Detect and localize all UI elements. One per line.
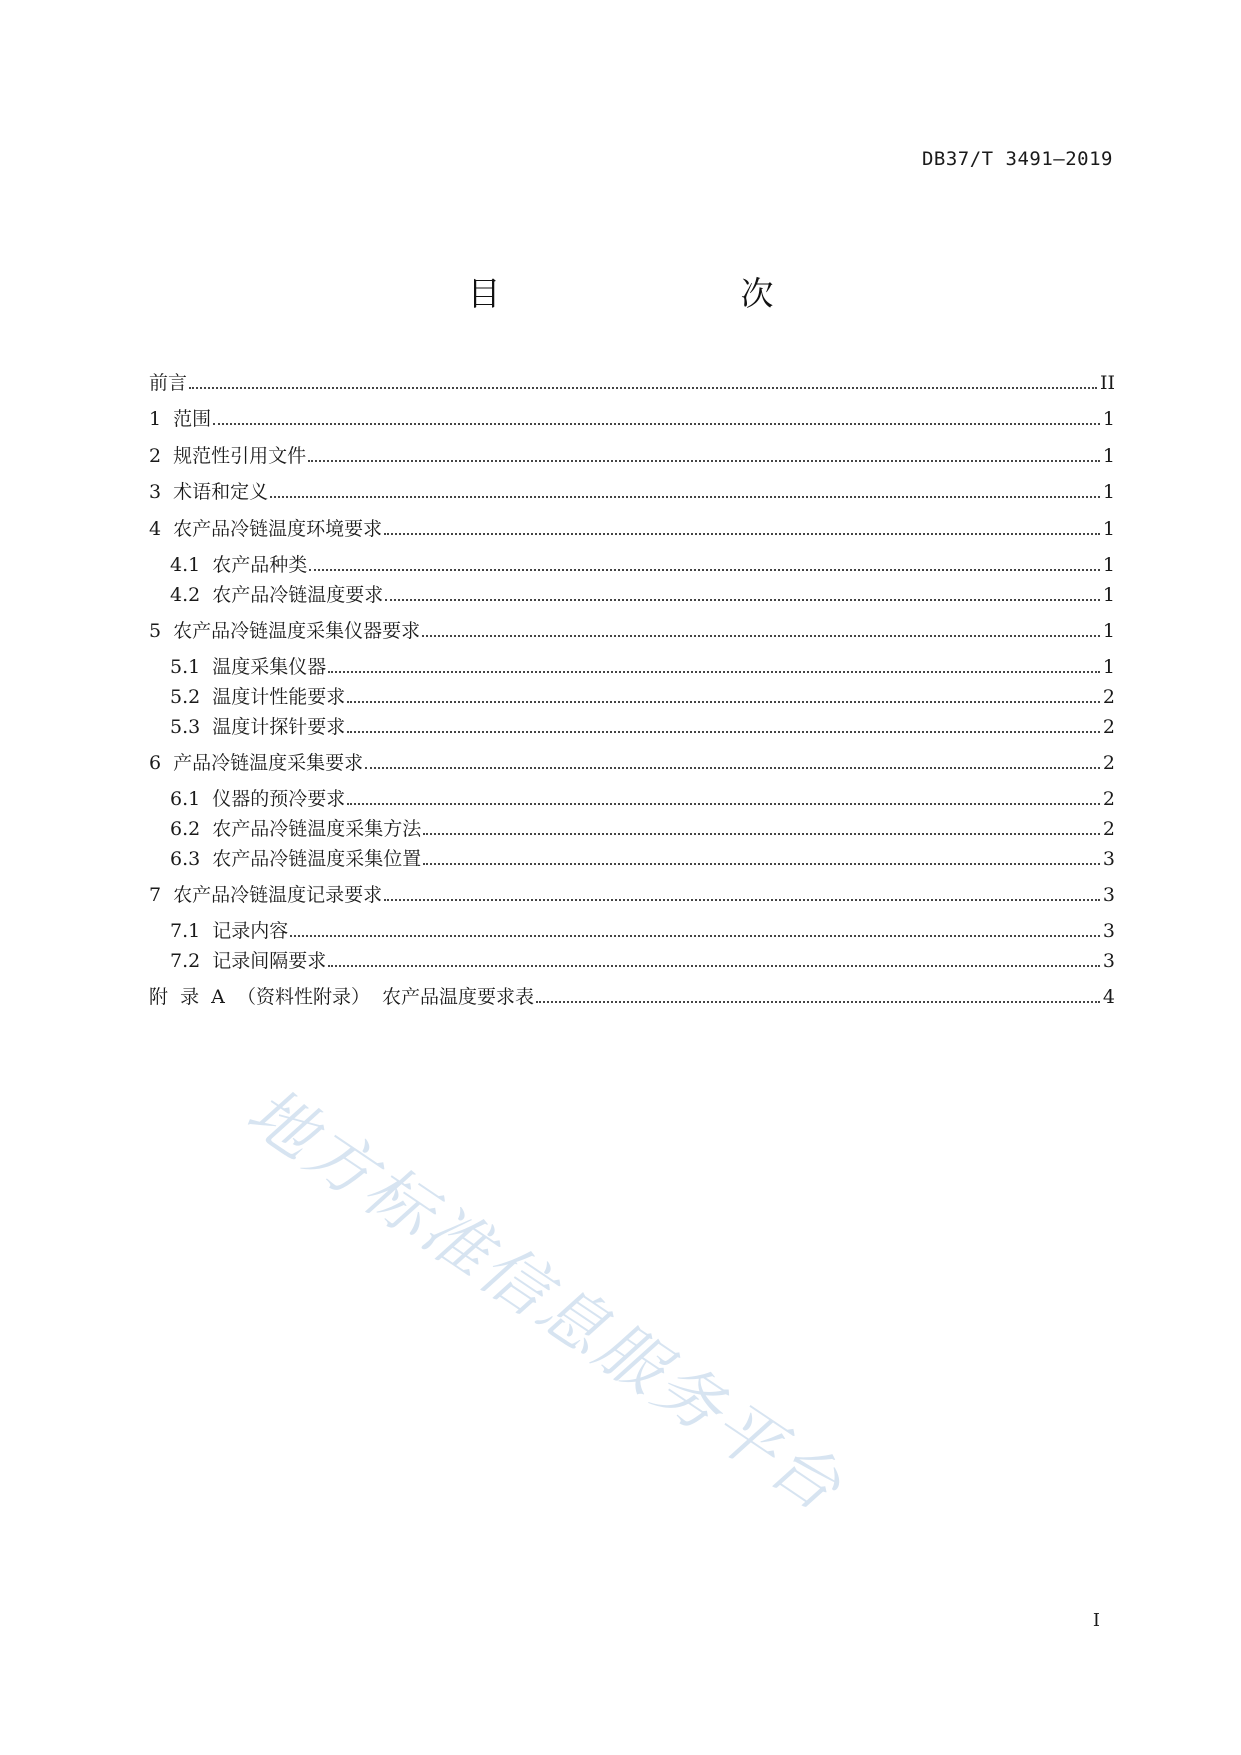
- toc-entry[interactable]: [149, 370, 1115, 396]
- toc-entry-label: 5 农产品冷链温度采集仪器要求: [149, 620, 421, 642]
- toc-entry-label: 5.1 温度采集仪器: [170, 656, 327, 678]
- toc-leader-dots: [536, 1001, 1100, 1003]
- toc-leader-dots: [423, 863, 1100, 865]
- toc-entry-label: 6.3 农产品冷链温度采集位置: [170, 848, 422, 870]
- toc-leader-dots: [308, 460, 1100, 462]
- toc-entry-page: 2: [1102, 686, 1115, 708]
- toc-subentry[interactable]: [170, 786, 1115, 812]
- toc-entry-label: 7.1 记录内容: [170, 920, 289, 942]
- toc-entry[interactable]: [149, 882, 1115, 908]
- toc-leader-dots: [270, 496, 1100, 498]
- toc-entry-page: 1: [1102, 445, 1115, 467]
- toc-entry-page: 3: [1102, 950, 1115, 972]
- toc-entry-page: 1: [1102, 518, 1115, 540]
- toc-entry-page: 1: [1102, 620, 1115, 642]
- toc-entry-label: 2 规范性引用文件: [149, 445, 307, 467]
- toc-leader-dots: [328, 671, 1100, 673]
- toc-entry-label: 7.2 记录间隔要求: [170, 950, 327, 972]
- toc-entry-page: 1: [1102, 656, 1115, 678]
- watermark-text: 地方标准信息服务平台: [233, 1072, 857, 1528]
- toc-entry[interactable]: [149, 516, 1115, 542]
- toc-entry-label: 4.2 农产品冷链温度要求: [170, 584, 384, 606]
- toc-entry-label: 附 录 A （资料性附录） 农产品温度要求表: [149, 986, 535, 1008]
- toc-subentry[interactable]: [170, 654, 1115, 680]
- page-title: 目 次: [467, 274, 832, 313]
- toc-entry-label: 6 产品冷链温度采集要求: [149, 752, 364, 774]
- toc-subentry[interactable]: [170, 552, 1115, 578]
- toc-leader-dots: [384, 533, 1100, 535]
- toc-entry-page: 2: [1102, 788, 1115, 810]
- toc-entry[interactable]: [149, 443, 1115, 469]
- toc-entry-page: 2: [1102, 716, 1115, 738]
- toc-entry-page: 1: [1102, 554, 1115, 576]
- toc-leader-dots: [347, 803, 1100, 805]
- toc-subentry[interactable]: [170, 846, 1115, 872]
- toc-entry-page: 3: [1102, 920, 1115, 942]
- toc-entry-page: 1: [1102, 481, 1115, 503]
- toc-leader-dots: [189, 387, 1097, 389]
- toc-entry[interactable]: [149, 750, 1115, 776]
- toc-leader-dots: [213, 423, 1100, 425]
- toc-leader-dots: [385, 599, 1100, 601]
- toc-entry-page: II: [1099, 372, 1115, 394]
- toc-entry-page: 1: [1102, 584, 1115, 606]
- toc-entry-label: 7 农产品冷链温度记录要求: [149, 884, 383, 906]
- toc-entry-label: 4 农产品冷链温度环境要求: [149, 518, 383, 540]
- toc-entry[interactable]: [149, 618, 1115, 644]
- toc-entry[interactable]: [149, 406, 1115, 432]
- toc-entry-label: 5.2 温度计性能要求: [170, 686, 346, 708]
- toc-entry-label: 前言: [149, 372, 188, 394]
- toc-entry-label: 1 范围: [149, 408, 212, 430]
- toc-subentry[interactable]: [170, 714, 1115, 740]
- toc-leader-dots: [365, 767, 1100, 769]
- toc-subentry[interactable]: [170, 816, 1115, 842]
- toc-entry-page: 2: [1102, 818, 1115, 840]
- toc-leader-dots: [423, 833, 1100, 835]
- page-number: I: [1092, 1610, 1100, 1631]
- toc-entry-label: 6.2 农产品冷链温度采集方法: [170, 818, 422, 840]
- toc-entry-label: 4.1 农产品种类: [170, 554, 308, 576]
- toc-entry-label: 5.3 温度计探针要求: [170, 716, 346, 738]
- toc-entry-page: 4: [1102, 986, 1115, 1008]
- toc-subentry[interactable]: [170, 684, 1115, 710]
- document-code: DB37/T 3491—2019: [921, 148, 1113, 170]
- toc-leader-dots: [328, 965, 1100, 967]
- toc-subentry[interactable]: [170, 918, 1115, 944]
- toc-entry-page: 2: [1102, 752, 1115, 774]
- toc-leader-dots: [347, 701, 1100, 703]
- toc-leader-dots: [384, 899, 1100, 901]
- toc-entry-page: 3: [1102, 848, 1115, 870]
- toc-entry-label: 6.1 仪器的预冷要求: [170, 788, 346, 810]
- toc-leader-dots: [290, 935, 1100, 937]
- toc-entry-page: 1: [1102, 408, 1115, 430]
- toc-subentry[interactable]: [170, 582, 1115, 608]
- toc-leader-dots: [422, 635, 1100, 637]
- toc-entry-page: 3: [1102, 884, 1115, 906]
- toc-entry[interactable]: [149, 984, 1115, 1010]
- toc-leader-dots: [347, 731, 1100, 733]
- toc-entry-label: 3 术语和定义: [149, 481, 269, 503]
- toc-entry[interactable]: [149, 479, 1115, 505]
- toc-subentry[interactable]: [170, 948, 1115, 974]
- toc-leader-dots: [309, 569, 1100, 571]
